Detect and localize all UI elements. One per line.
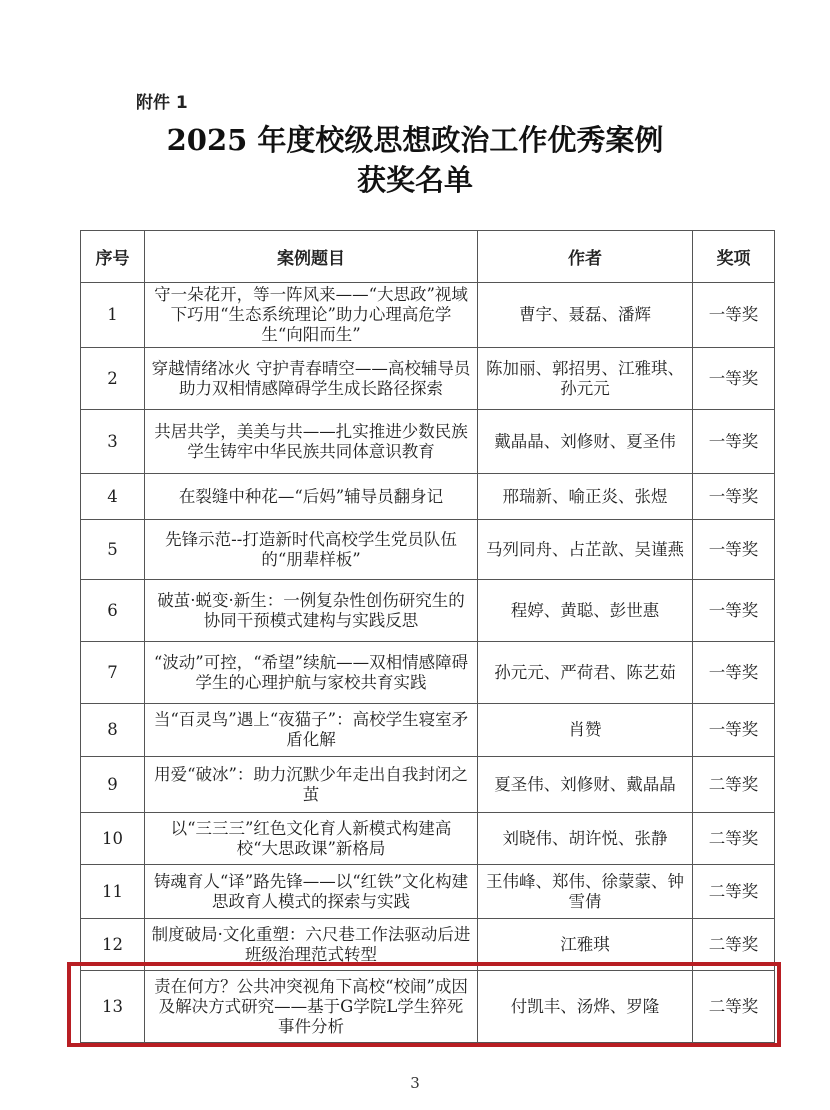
row-number: 13 — [81, 971, 145, 1043]
row-award: 一等奖 — [693, 474, 775, 520]
row-authors: 付凯丰、汤烨、罗隆 — [478, 971, 693, 1043]
header-topic: 案例题目 — [145, 231, 478, 283]
row-award: 二等奖 — [693, 813, 775, 865]
row-number: 2 — [81, 348, 145, 410]
row-award: 二等奖 — [693, 919, 775, 971]
row-number: 12 — [81, 919, 145, 971]
table-header-row — [81, 231, 775, 283]
attachment-label: 附件 1 — [136, 93, 188, 113]
row-number: 3 — [81, 410, 145, 474]
row-award: 二等奖 — [693, 971, 775, 1043]
header-number: 序号 — [81, 231, 145, 283]
row-award: 二等奖 — [693, 757, 775, 813]
table-row — [81, 642, 775, 704]
row-award: 一等奖 — [693, 348, 775, 410]
highlight-box — [67, 962, 781, 1047]
table-row — [81, 410, 775, 474]
row-authors: 刘晓伟、胡许悦、张静 — [478, 813, 693, 865]
row-topic: 先锋示范--打造新时代高校学生党员队伍的“朋辈样板” — [145, 520, 478, 580]
row-authors: 王伟峰、郑伟、徐蒙蒙、钟雪倩 — [478, 865, 693, 919]
table-row — [81, 704, 775, 757]
row-authors: 夏圣伟、刘修财、戴晶晶 — [478, 757, 693, 813]
row-authors: 邢瑞新、喻正炎、张煜 — [478, 474, 693, 520]
awards-table — [80, 230, 775, 1043]
document-subtitle: 获奖名单 — [356, 163, 473, 197]
row-number: 8 — [81, 704, 145, 757]
row-authors: 曹宇、聂磊、潘辉 — [478, 283, 693, 348]
row-topic: 铸魂育人“译”路先锋——以“红铁”文化构建思政育人模式的探索与实践 — [145, 865, 478, 919]
row-number: 11 — [81, 865, 145, 919]
row-topic: 以“三三三”红色文化育人新模式构建高校“大思政课”新格局 — [145, 813, 478, 865]
row-topic: 在裂缝中种花—“后妈”辅导员翻身记 — [145, 474, 478, 520]
table-row — [81, 865, 775, 919]
page-number: 3 — [410, 1074, 420, 1092]
row-award: 一等奖 — [693, 580, 775, 642]
row-topic: 守一朵花开，等一阵风来——“大思政”视域下巧用“生态系统理论”助力心理高危学生“向阳而生” — [145, 283, 478, 348]
table-row — [81, 474, 775, 520]
row-topic: 责在何方？公共冲突视角下高校“校闹”成因及解决方式研究——基于G学院L学生猝死事件分析 — [145, 971, 478, 1043]
row-topic: 制度破局·文化重塑：六尺巷工作法驱动后进班级治理范式转型 — [145, 919, 478, 971]
row-number: 4 — [81, 474, 145, 520]
row-topic: 用爱“破冰”：助力沉默少年走出自我封闭之茧 — [145, 757, 478, 813]
row-award: 一等奖 — [693, 283, 775, 348]
row-authors: 肖赞 — [478, 704, 693, 757]
row-topic: 破茧·蜕变·新生：一例复杂性创伤研究生的协同干预模式建构与实践反思 — [145, 580, 478, 642]
table-row — [81, 580, 775, 642]
row-award: 一等奖 — [693, 642, 775, 704]
row-number: 1 — [81, 283, 145, 348]
header-award: 奖项 — [693, 231, 775, 283]
row-authors: 江雅琪 — [478, 919, 693, 971]
row-authors: 马列同舟、占芷歆、吴谨燕 — [478, 520, 693, 580]
row-number: 7 — [81, 642, 145, 704]
table-row — [81, 520, 775, 580]
row-number: 5 — [81, 520, 145, 580]
row-topic: 共居共学，美美与共——扎实推进少数民族学生铸牢中华民族共同体意识教育 — [145, 410, 478, 474]
row-number: 9 — [81, 757, 145, 813]
row-authors: 程婷、黄聪、彭世惠 — [478, 580, 693, 642]
table-row — [81, 348, 775, 410]
row-award: 一等奖 — [693, 520, 775, 580]
header-authors: 作者 — [478, 231, 693, 283]
document-title: 2025 年度校级思想政治工作优秀案例 — [166, 123, 664, 157]
row-award: 一等奖 — [693, 410, 775, 474]
row-award: 二等奖 — [693, 865, 775, 919]
row-authors: 戴晶晶、刘修财、夏圣伟 — [478, 410, 693, 474]
table-row — [81, 757, 775, 813]
row-topic: 穿越情绪冰火 守护青春晴空——高校辅导员助力双相情感障碍学生成长路径探索 — [145, 348, 478, 410]
row-authors: 陈加丽、郭招男、江雅琪、孙元元 — [478, 348, 693, 410]
row-topic: “波动”可控，“希望”续航——双相情感障碍学生的心理护航与家校共育实践 — [145, 642, 478, 704]
row-topic: 当“百灵鸟”遇上“夜猫子”：高校学生寝室矛盾化解 — [145, 704, 478, 757]
table-row — [81, 813, 775, 865]
row-award: 一等奖 — [693, 704, 775, 757]
table-row — [81, 283, 775, 348]
row-authors: 孙元元、严荷君、陈艺茹 — [478, 642, 693, 704]
row-number: 10 — [81, 813, 145, 865]
row-number: 6 — [81, 580, 145, 642]
